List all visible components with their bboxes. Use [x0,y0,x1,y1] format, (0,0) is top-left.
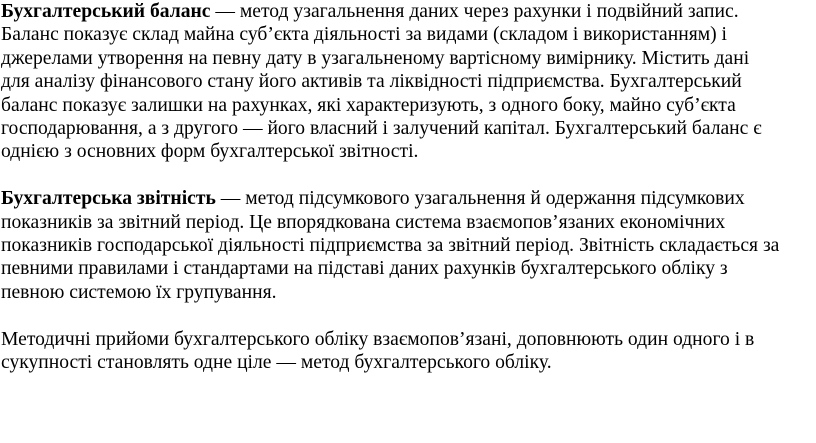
text-line: однією з основних форм бухгалтерської звітності. [1,141,419,163]
paragraph-balance-sheet [1,0,816,164]
text-line: певними правилами і стандартами на підставі даних рахунків бухгалтерського обліку з [1,258,728,280]
text-line [1,187,816,210]
paragraph-methodical-techniques [1,328,816,375]
text-line: показників господарської діяльності підприємства за звітний період. Звітність складається за [1,235,780,257]
text-line: певною системою їх групування. [1,281,277,303]
text-line: Методичні прийоми бухгалтерського обліку взаємопов’язані, доповнюють один одного і в [1,328,755,350]
term-balance-sheet: Бухгалтерський баланс [1,1,211,22]
line-text: — метод узагальнення даних через рахунки і подвійний запис. [210,1,739,22]
text-line: показників за звітний період. Це впорядкована система взаємопов’язаних економічних [1,211,726,233]
text-line: сукупності становлять одне ціле — метод бухгалтерського обліку. [1,352,552,374]
text-line: баланс показує залишки на рахунках, які характеризують, з одного боку, майно суб’єкта [1,94,736,116]
text-line: господарювання, а з другого — його власний і залучений капітал. Бухгалтерський баланс є [1,118,762,140]
text-line: Баланс показує склад майна суб’єкта діяльності за видами (складом і використанням) і [1,24,728,46]
line-text: — метод підсумкового узагальнення й одержання підсумкових [215,188,745,210]
term-financial-reporting: Бухгалтерська звітність [1,188,216,210]
text-line [1,0,816,23]
paragraph-financial-reporting [1,187,816,304]
text-line: джерелами утворення на певну дату в узагальненому вартісному вимірнику. Містить дані [1,47,750,69]
text-line: для аналізу фінансового стану його активів та ліквідності підприємства. Бухгалтерський [1,71,742,93]
